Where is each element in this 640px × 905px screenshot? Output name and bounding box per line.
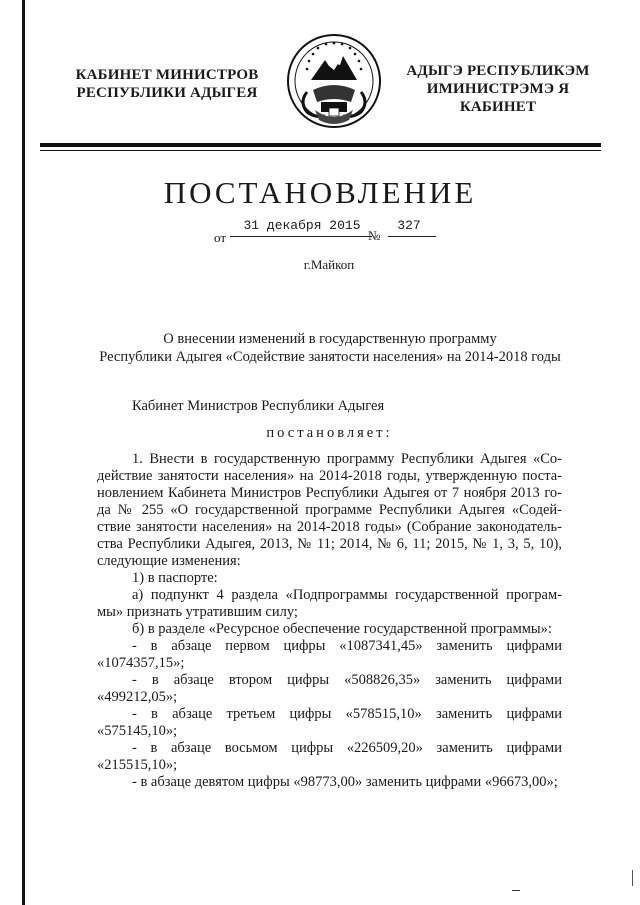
number-label: № xyxy=(368,228,381,243)
subitem-a-line1: а) подпункт 4 раздела «Подпрограммы государственной програм- xyxy=(132,587,562,603)
item1-line: ства Республики Адыгея, 2013, № 11; 2014, № 6, 11; 2015, № 1, 3, 5, 10), xyxy=(97,536,562,552)
document-number: 327 xyxy=(397,218,421,233)
item1-line: новлением Кабинета Министров Республики Адыгея от 7 ноября 2013 го- xyxy=(97,485,562,501)
subitem-a-line2: мы» признать утратившим силу; xyxy=(97,604,298,620)
issuer: Кабинет Министров Республики Адыгея xyxy=(132,398,385,414)
document-date: 31 декабря 2015 xyxy=(243,218,361,233)
page-left-border xyxy=(22,0,25,905)
number-underline xyxy=(388,236,436,237)
header-right-line2: ИМИНИСТРЭМЭ Я КАБИНЕТ xyxy=(426,81,570,115)
header-left xyxy=(72,66,262,102)
bullet-line2: «215515,10»; xyxy=(97,757,178,773)
header-left-line2: РЕСПУБЛИКИ АДЫГЕЯ xyxy=(76,85,258,101)
last-bullet: - в абзаце девятом цифры «98773,00» заменить цифрами «96673,00»; xyxy=(132,774,558,790)
decree-word: постановляет: xyxy=(266,425,393,441)
scan-mark xyxy=(512,890,520,891)
item1-line: ствие занятости населения» на 2014-2018 годы» (Собрание законодатель- xyxy=(97,519,562,535)
bullet-line1: - в абзаце восьмом цифры «226509,20» заменить цифрами xyxy=(132,740,562,756)
subject-line2: Республики Адыгея «Содействие занятости населения» на 2014-2018 годы xyxy=(99,349,561,365)
subitem-1: 1) в паспорте: xyxy=(132,570,218,586)
subitem-b: б) в разделе «Ресурсное обеспечение государственной программы»: xyxy=(132,621,552,637)
bullet-line2: «575145,10»; xyxy=(97,723,178,739)
bullet-line2: «499212,05»; xyxy=(97,689,178,705)
item1-line: 1. Внести в государственную программу Республики Адыгея «Со- xyxy=(132,451,562,467)
bullet-line1: - в абзаце втором цифры «508826,35» заменить цифрами xyxy=(132,672,562,688)
header-right-line1: АДЫГЭ РЕСПУБЛИКЭМ xyxy=(406,63,590,79)
header-left-line1: КАБИНЕТ МИНИСТРОВ xyxy=(75,67,259,83)
document-title: ПОСТАНОВЛЕНИЕ xyxy=(163,175,477,210)
document-body xyxy=(97,398,562,791)
document-subject xyxy=(60,330,600,366)
bullet-line1: - в абзаце первом цифры «1087341,45» заменить цифрами xyxy=(132,638,562,654)
header-rule-thick xyxy=(40,143,601,147)
city: г.Майкоп xyxy=(303,257,355,272)
header-rule-thin xyxy=(40,150,601,151)
item1-line: действие занятости населения» на 2014-2018 годы, утвержденную поста- xyxy=(97,468,562,484)
header-right xyxy=(388,62,608,116)
date-underline xyxy=(230,236,372,237)
bullet-line1: - в абзаце третьем цифры «578515,10» заменить цифрами xyxy=(132,706,562,722)
coat-of-arms-icon xyxy=(285,32,383,130)
item1-line: да № 255 «О государственной программе Республики Адыгея «Содей- xyxy=(97,502,562,518)
subject-line1: О внесении изменений в государственную программу xyxy=(163,331,497,347)
item-1 xyxy=(97,451,562,570)
item1-line: следующие изменения: xyxy=(97,553,241,569)
bullet-line2: «1074357,15»; xyxy=(97,655,185,671)
date-from-label: от xyxy=(214,230,227,245)
scan-mark xyxy=(632,870,633,886)
